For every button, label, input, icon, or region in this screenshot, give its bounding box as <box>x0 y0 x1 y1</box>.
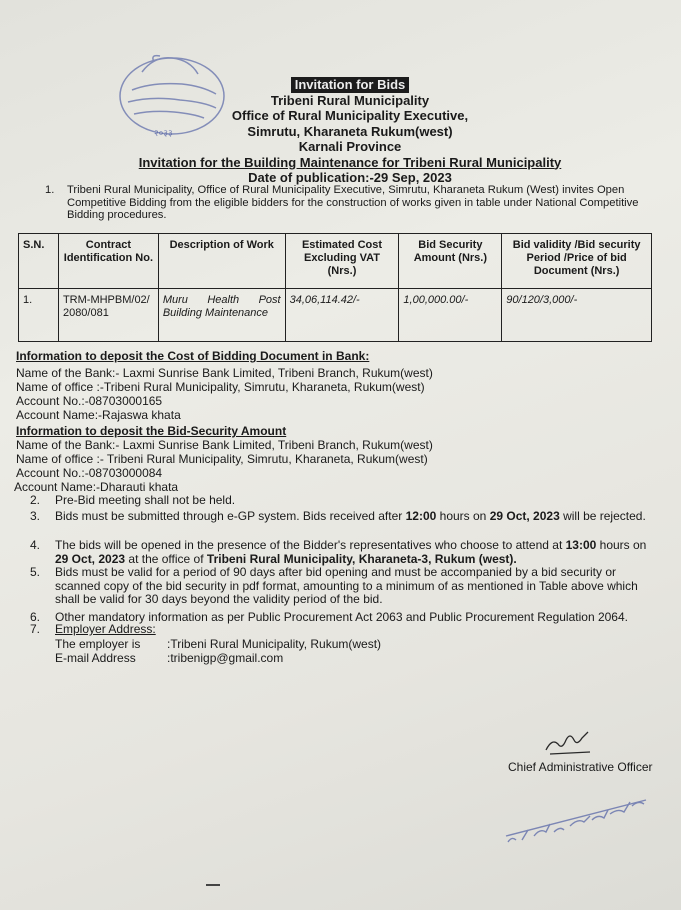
bid-security-title: Information to deposit the Bid-Security Amount <box>16 424 287 438</box>
province-name: Karnali Province <box>298 139 402 154</box>
list-item-text: The bids will be opened in the presence of the Bidder's representatives who choose to attend at 13:00 hours on 29 Oct, 2023 at the office of Tribeni Rural Municipality, Kharaneta-3, Rukum (west). <box>55 538 647 566</box>
bid-security-office: Name of office :- Tribeni Rural Municipality, Simrutu, Kharaneta, Rukum(west) <box>16 452 428 466</box>
table-cell-validity: 90/120/3,000/- <box>502 289 652 342</box>
list-item <box>30 510 662 524</box>
list-item-number: 6. <box>30 610 41 624</box>
table-cell-description: Muru Health Post Building Maintenance <box>158 289 285 342</box>
table-header-row <box>19 234 652 289</box>
municipality-name: Tribeni Rural Municipality <box>270 92 430 108</box>
table-header: S.N. <box>19 234 59 289</box>
table-header: Bid validity /Bid security Period /Price of bid Document (Nrs.) <box>502 234 652 289</box>
publication-date: Date of publication:-29 Sep, 2023 <box>248 170 452 185</box>
email-label: E-mail Address <box>55 651 136 665</box>
officer-stamp <box>500 780 660 850</box>
table-cell-bid-security: 1,00,000.00/- <box>399 289 502 342</box>
employer-label: The employer is <box>55 637 141 651</box>
bid-security-bank: Name of the Bank:- Laxmi Sunrise Bank Limited, Tribeni Branch, Rukum(west) <box>16 438 433 452</box>
list-item-number: 3. <box>30 509 41 523</box>
list-item-number: 7. <box>30 622 41 636</box>
list-item-number: 4. <box>30 538 41 552</box>
cost-doc-account-name: Account Name:-Rajaswa khata <box>16 408 181 422</box>
employer-address-item <box>30 623 662 637</box>
list-item-number: 2. <box>30 493 41 507</box>
signatory-title: Chief Administrative Officer <box>508 760 653 774</box>
bid-security-account-no: Account No.:-08703000084 <box>16 466 163 480</box>
list-item-text: Bids must be submitted through e-GP system. Bids received after 12:00 hours on 29 Oct, 2023 will be rejected. <box>55 509 646 523</box>
cost-doc-office: Name of office :-Tribeni Rural Municipality, Simrutu, Kharaneta, Rukum(west) <box>16 380 425 394</box>
cost-doc-account-no: Account No.:-08703000165 <box>16 394 163 408</box>
bid-security-account-name: Account Name:-Dharauti khata <box>14 480 179 494</box>
email-value: :tribenigp@gmail.com <box>167 651 284 665</box>
header-label: Invitation for Bids <box>291 77 410 93</box>
table-header: Contract Identification No. <box>58 234 158 289</box>
paragraph-1 <box>45 184 660 222</box>
table-row <box>19 289 652 342</box>
list-item-text: Bids must be valid for a period of 90 days after bid opening and must be accompanied by a bid security or scanned copy of the bid security in pdf format, amounting to a minimum of as mentioned in Table above which shall be valid for 30 days beyond the validity period of the bid. <box>55 565 638 606</box>
table-cell-contract-id: TRM-MHPBM/02/2080/081 <box>58 289 158 342</box>
list-item <box>30 539 662 566</box>
employer-row <box>55 637 381 651</box>
list-item <box>30 494 662 508</box>
list-item-text: Pre-Bid meeting shall not be held. <box>55 493 236 507</box>
cost-doc-bank: Name of the Bank:- Laxmi Sunrise Bank Limited, Tribeni Branch, Rukum(west) <box>16 366 433 380</box>
list-item <box>30 566 662 607</box>
signature-mark <box>540 728 600 758</box>
seal-year: २०३३ <box>154 129 173 139</box>
office-location: Simrutu, Kharaneta Rukum(west) <box>247 123 453 139</box>
employer-address-title: Employer Address: <box>55 622 156 636</box>
table-header: Estimated Cost Excluding VAT (Nrs.) <box>285 234 399 289</box>
table-cell-estimated-cost: 34,06,114.42/- <box>285 289 399 342</box>
stray-mark <box>206 884 220 886</box>
cost-doc-title: Information to deposit the Cost of Bidding Document in Bank: <box>16 349 370 363</box>
employer-value: :Tribeni Rural Municipality, Rukum(west) <box>167 637 382 651</box>
paragraph-1-text: Tribeni Rural Municipality, Office of Rural Municipality Executive, Simrutu, Kharaneta Rukum (West) invites Open Competitive Bidding from the eligible bidders for the construction of works given in table under National Competitive Bidding procedures. <box>67 184 639 221</box>
table-header: Description of Work <box>158 234 285 289</box>
office-name: Office of Rural Municipality Executive, <box>231 108 469 123</box>
notice-subject: Invitation for the Building Maintenance for Tribeni Rural Municipality <box>138 154 562 170</box>
paragraph-1-number: 1. <box>45 184 55 196</box>
list-item-text: Other mandatory information as per Public Procurement Act 2063 and Public Procurement Regulation 2064. <box>55 610 628 624</box>
table-cell-sn: 1. <box>19 289 59 342</box>
list-item-number: 5. <box>30 565 41 579</box>
email-row <box>55 651 283 665</box>
bid-table <box>18 233 652 342</box>
header <box>100 77 600 186</box>
table-header: Bid Security Amount (Nrs.) <box>399 234 502 289</box>
